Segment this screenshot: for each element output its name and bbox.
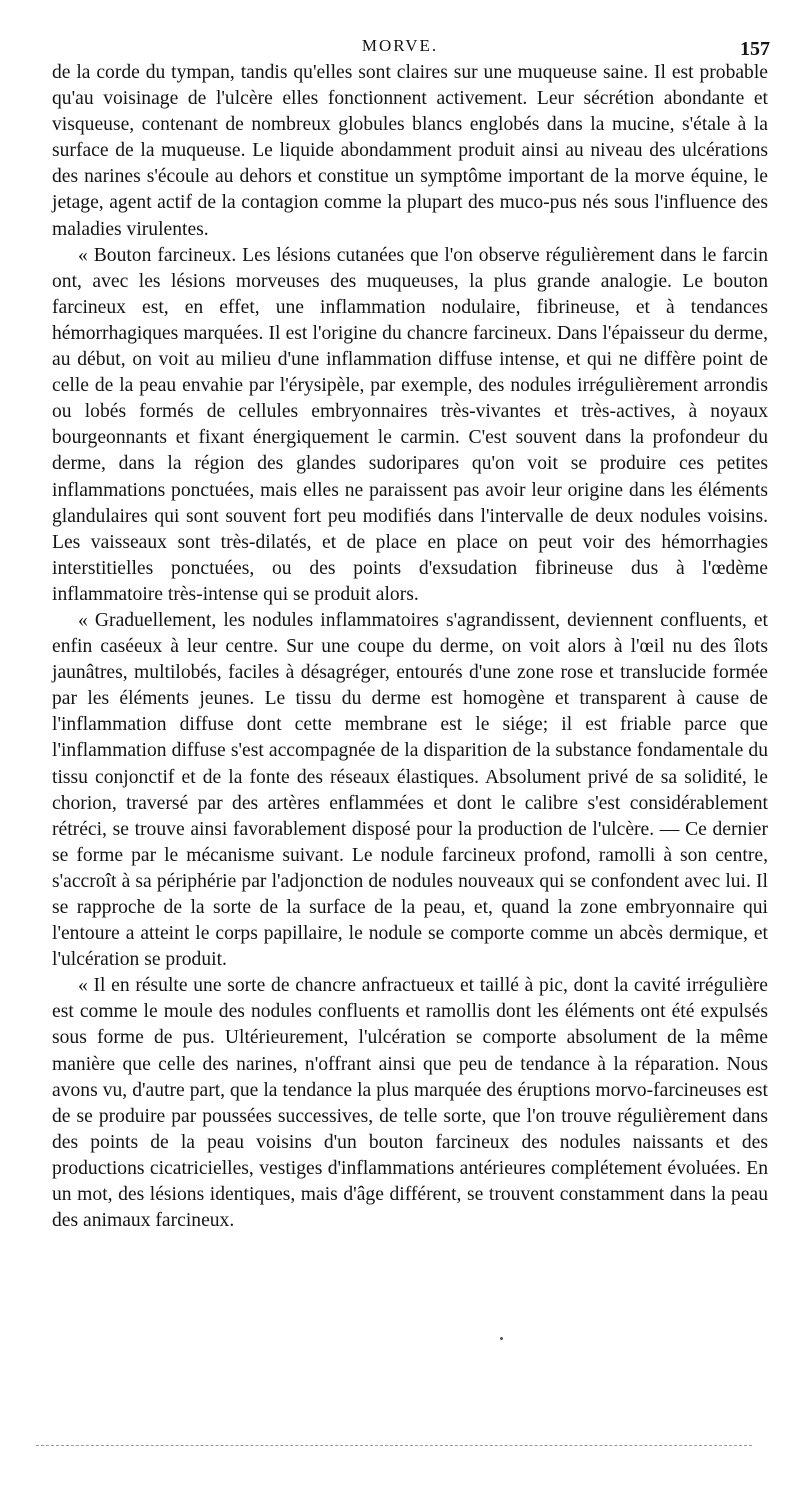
body-text bbox=[52, 60, 768, 1234]
running-head bbox=[0, 36, 800, 58]
paragraph-graduellement: « Graduellement, les nodules inflammatoires s'agrandissent, deviennent confluents, et enfin caséeux à leur centre. Sur une coupe du derme, on voit alors à l'œil nu des îlots jaunâtres, multilobés, faciles à désagréger, entourés d'une zone rose et translucide formée par les éléments jeunes. Le tissu du derme est homogène et transparent à cause de l'inflammation diffuse dont cette membrane est le siége; il est friable parce que l'inflammation diffuse s'est accompagnée de la disparition de la substance fondamentale du tissu conjonctif et de la fonte des réseaux élastiques. Absolument privé de sa solidité, le chorion, traversé par des artères enflammées et dont le calibre s'est considérablement rétréci, se trouve ainsi favorablement disposé pour la production de l'ulcère. — Ce dernier se forme par le mécanisme suivant. Le nodule farcineux profond, ramolli à son centre, s'accroît à sa périphérie par l'adjonction de nodules nouveaux qui se confondent avec lui. Il se rapproche de la sorte de la surface de la peau, et, quand la zone embryonnaire qui l'entoure a atteint le corps papillaire, le nodule se comporte comme un abcès dermique, et l'ulcération se produit. bbox=[52, 609, 768, 971]
footer-rule bbox=[36, 1445, 752, 1446]
running-title: MORVE. bbox=[361, 36, 439, 55]
paragraph-bouton-farcineux: « Bouton farcineux. Les lésions cutanées que l'on observe régulièrement dans le farcin ont, avec les lésions morveuses des muqueuses, la plus grande analogie. Le bouton farcineux est, en effet, une inflammation nodulaire, fibrineuse, et à tendances hémorrhagiques marquées. Il est l'origine du chancre farcineux. Dans l'épaisseur du derme, au début, on voit au milieu d'une inflammation diffuse intense, et qui ne diffère point de celle de la peau envahie par l'érysipèle, par exemple, des nodules irrégulièrement arrondis ou lobés formés de cellules embryonnaires très-vivantes et très-actives, à noyaux bourgeonnants et fixant énergiquement le carmin. C'est souvent dans la profondeur du derme, dans la région des glandes sudoripares qu'on voit se produire ces petites inflammations ponctuées, mais elles ne paraissent pas avoir leur origine dans les éléments glandulaires qui sont souvent fort peu modifiés dans l'intervalle de deux nodules voisins. Les vaisseaux sont très-dilatés, et de place en place on peut voir des hémorrhagies interstitielles ponctuées, ou des points d'exsudation fibrineuse dus à l'œdème inflammatoire très-intense qui se produit alors. bbox=[52, 244, 768, 605]
page-number: 157 bbox=[740, 38, 770, 60]
paragraph-il-en-resulte: « Il en résulte une sorte de chancre anfractueux et taillé à pic, dont la cavité irrégulière est comme le moule des nodules confluents et ramollis dont les éléments ont été expulsés sous forme de pus. Ultérieurement, l'ulcération se comporte absolument de la même manière que celle des narines, n'offrant ainsi que peu de tendance à la réparation. Nous avons vu, d'autre part, que la tendance la plus marquée des éruptions morvo-farcineuses est de se produire par poussées successives, de telle sorte, que l'on trouve régulièrement dans des points de la peau voisins d'un bouton farcineux des nodules naissants et des productions cicatricielles, vestiges d'inflammations antérieures complétement évoluées. En un mot, des lésions identiques, mais d'âge différent, se trouvent constamment dans la peau des animaux farcineux. bbox=[52, 975, 768, 1232]
ink-speck bbox=[500, 1337, 503, 1340]
paragraph-continuation: de la corde du tympan, tandis qu'elles sont claires sur une muqueuse saine. Il est probable qu'au voisinage de l'ulcère elles fonctionnent activement. Leur sécrétion abondante et visqueuse, contenant de nombreux globules blancs englobés dans la mucine, s'étale à la surface de la muqueuse. Le liquide abondamment produit ainsi au niveau des ulcérations des narines s'écoule au dehors et constitue un symptôme important de la morve équine, le jetage, agent actif de la contagion comme la plupart des muco-pus nés sous l'influence des maladies virulentes. bbox=[52, 62, 768, 240]
